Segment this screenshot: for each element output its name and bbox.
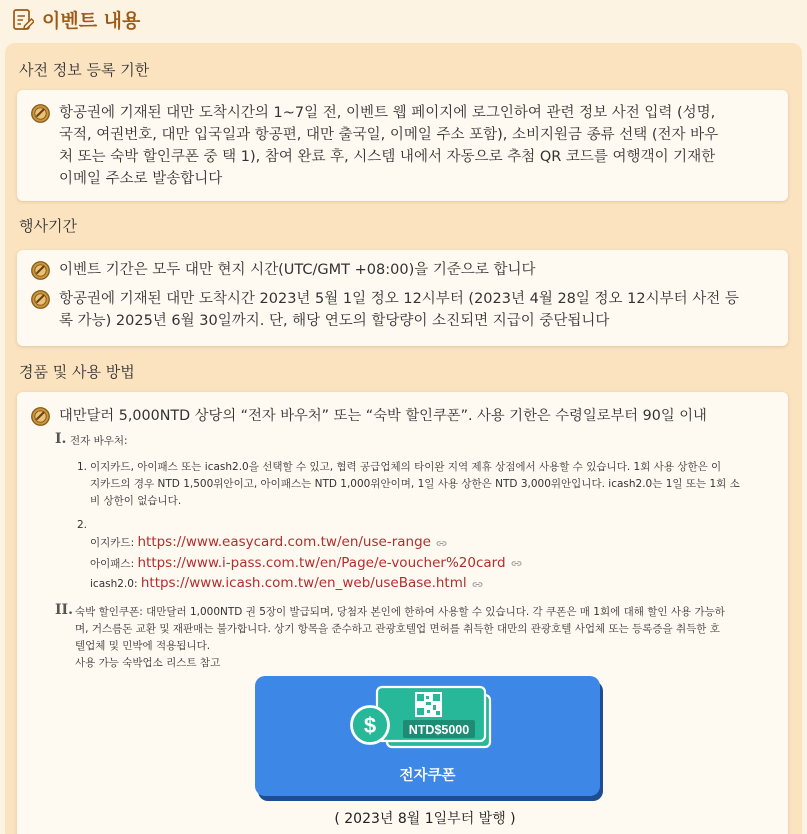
coin-bullet-icon <box>31 407 50 426</box>
icash-link-row <box>90 574 522 595</box>
prereg-line: 처 또는 숙박 할인쿠폰 중 택 1), 참여 완료 후, 시스템 내에서 자동으로 추첨 QR 코드를 여행객이 기재한 <box>59 149 716 165</box>
voucher-usage-text <box>90 459 780 510</box>
hotel-coupon-text <box>75 604 781 672</box>
coin-bullet-icon <box>31 290 50 309</box>
ipass-link-row <box>90 554 522 575</box>
e-coupon-button[interactable] <box>255 676 600 796</box>
period-card <box>17 250 788 346</box>
period-item-1 <box>31 259 536 281</box>
prereg-line: 이메일 주소로 발송합니다 <box>59 171 223 187</box>
prize-main-item <box>31 405 707 427</box>
section-heading-prize: 경품 및 사용 방법 <box>19 363 135 381</box>
page-title: 이벤트 내용 <box>42 10 141 32</box>
prereg-line: 항공권에 기재된 대만 도착시간의 1~7일 전, 이벤트 웹 페이지에 로그인하여 관련 정보 사전 입력 (성명, <box>59 105 716 121</box>
hotel-list-reference[interactable]: 사용 가능 숙박업소 리스트 참고 <box>75 657 221 669</box>
list-number-1: 1. <box>77 461 88 473</box>
link-label: icash2.0: <box>90 578 138 590</box>
ipass-link[interactable]: https://www.i-pass.com.tw/en/Page/e-voucher%20card <box>137 554 506 571</box>
link-icon <box>511 559 522 568</box>
period-item-2-line: 록 가능) 2025년 6월 30일까지. 단, 해당 연도의 할당량이 소진되면 지급이 중단됩니다 <box>59 313 610 329</box>
period-item-1-text: 이벤트 기간은 모두 대만 현지 시간(UTC/GMT +08:00)을 기준으로 합니다 <box>59 262 536 278</box>
list-number-2: 2. <box>77 519 88 531</box>
issue-date-note: ( 2023년 8월 1일부터 발행 ) <box>334 811 516 827</box>
coin-bullet-icon <box>31 261 50 280</box>
period-item-2 <box>31 288 739 332</box>
section-heading-period: 행사기간 <box>19 217 77 235</box>
roman-numeral-2: II. <box>55 602 73 618</box>
voucher-usage-line: 이지카드, 아이패스 또는 icash2.0을 선택할 수 있고, 협력 공급업체의 타이완 지역 제휴 상점에서 사용할 수 있습니다. 1회 사용 상한은 이 <box>90 461 722 473</box>
voucher-usage-line: 지카드의 경우 NTD 1,500위안이고, 아이패스는 NTD 1,000위안이며, 1일 사용 상한은 NTD 3,000위안입니다. icash2.0는 1일 또는 1회 소 <box>90 478 740 490</box>
link-icon <box>436 539 447 548</box>
voucher-usage-line: 비 상한이 없습니다. <box>90 495 182 507</box>
link-label: 아이패스: <box>90 557 135 570</box>
link-icon <box>472 580 483 589</box>
easycard-link[interactable]: https://www.easycard.com.tw/en/use-range <box>137 534 431 550</box>
dollar-circle-icon <box>352 707 389 744</box>
dollar-sign: $ <box>363 713 377 738</box>
icash-link[interactable]: https://www.icash.com.tw/en_web/useBase.html <box>140 575 467 591</box>
prize-main-text: 대만달러 5,000NTD 상당의 “전자 바우처” 또는 “숙박 할인쿠폰”. 사용 기한은 수령일로부터 90일 이내 <box>59 408 707 424</box>
link-label: 이지카드: <box>90 537 135 549</box>
page-header <box>12 6 140 33</box>
e-coupon-label: 전자쿠폰 <box>399 768 456 784</box>
prereg-line: 국적, 여권번호, 대만 입국일과 항공편, 대만 출국일, 이메일 주소 포함), 소비지원금 종류 선택 (전자 바우 <box>59 127 719 143</box>
hotel-coupon-line: 숙박 할인쿠폰: 대만달러 1,000NTD 권 5장이 발급되며, 당첨자 본인에 한하여 사용할 수 있습니다. 각 쿠폰은 매 1회에 대해 할인 사용 가능하 <box>75 606 725 618</box>
hotel-coupon-line: 텔업체 및 민박에 적용됩니다. <box>75 640 211 652</box>
qr-code-icon <box>415 692 442 717</box>
hotel-coupon-line: 며, 거스름돈 교환 및 재판매는 불가합니다. 상기 항목을 준수하고 관광호텔업 면허를 취득한 대만의 관광호텔 사업체 또는 등록증을 취득한 호 <box>75 623 720 635</box>
document-edit-icon <box>12 8 34 32</box>
roman-numeral-1: I. <box>55 431 67 447</box>
voucher-ticket-icon <box>345 683 505 763</box>
section-heading-prereg: 사전 정보 등록 기한 <box>19 61 150 79</box>
coupon-amount: NTD$5000 <box>408 723 470 737</box>
prereg-item <box>31 102 718 190</box>
period-item-2-line: 항공권에 기재된 대만 도착시간 2023년 5월 1일 정오 12시부터 (2023년 4월 28일 정오 12시부터 사전 등 <box>59 291 739 307</box>
voucher-links <box>90 533 522 595</box>
voucher-title: 전자 바우처: <box>70 435 128 447</box>
easycard-link-row <box>90 533 522 554</box>
coin-bullet-icon <box>31 104 50 123</box>
prereg-card <box>17 90 788 201</box>
